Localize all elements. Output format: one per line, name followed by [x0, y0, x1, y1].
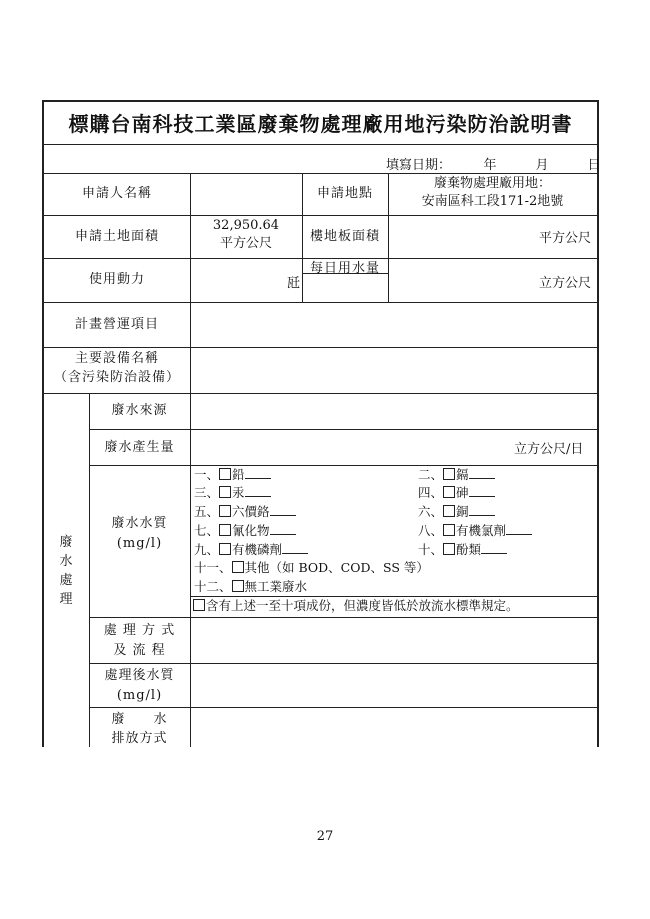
- ww-item-9: [194, 542, 308, 558]
- divider: [190, 173, 191, 393]
- ww-quality-unit: (mg/l): [116, 536, 163, 551]
- divider: [89, 465, 597, 466]
- blank-line: [270, 515, 296, 516]
- item-number: 九、: [194, 542, 220, 557]
- form-title: 標購台南科技工業區廢棄物處理廠用地污染防治說明書: [68, 112, 573, 136]
- ww-item-5: [194, 504, 296, 520]
- applicant-name-label: 申請人名稱: [81, 186, 152, 201]
- ww-volume-label: 廢水產生量: [104, 440, 175, 455]
- item-text: 六價鉻: [232, 504, 270, 519]
- floor-area-unit: 平方公尺: [539, 231, 592, 246]
- equipment-label-line1: 主要設備名稱: [74, 351, 159, 366]
- item-text: 其他（如 BOD、COD、SS 等）: [244, 560, 429, 575]
- treated-quality-label-line2: (mg/l): [116, 688, 163, 703]
- item-text: 鉛: [232, 467, 245, 482]
- ww-volume-unit: 立方公尺/日: [514, 442, 584, 457]
- checkbox[interactable]: [219, 486, 231, 498]
- checkbox[interactable]: [232, 580, 244, 592]
- item-number: 十一、: [194, 560, 232, 575]
- plan-items-label: 計畫營運項目: [74, 317, 159, 332]
- water-use-unit: 立方公尺: [539, 276, 592, 291]
- blank-line: [469, 478, 495, 479]
- item-number: 一、: [194, 467, 220, 482]
- date-line: 填寫日期： 年 月 日: [386, 158, 601, 173]
- checkbox[interactable]: [219, 524, 231, 536]
- checkbox[interactable]: [443, 543, 455, 555]
- blank-line: [282, 553, 308, 554]
- divider: [89, 617, 597, 618]
- blank-line: [245, 478, 271, 479]
- blank-line: [270, 534, 296, 535]
- ww-item-1: [194, 467, 271, 483]
- treated-quality-label-line1: 處理後水質: [104, 668, 175, 683]
- land-area-value: 32,950.64: [212, 218, 280, 233]
- blank-line: [481, 553, 507, 554]
- item-text: 砷: [456, 485, 469, 500]
- discharge-label-line2: 排放方式: [111, 731, 168, 746]
- ww-item-8: [418, 523, 532, 539]
- power-unit: 瓩: [287, 276, 301, 291]
- page-number: 27: [316, 829, 334, 844]
- item-number: 七、: [194, 523, 220, 538]
- item-text: 有機磷劑: [232, 542, 283, 557]
- ww-item-2: [418, 467, 495, 483]
- item-number: 八、: [418, 523, 444, 538]
- divider: [302, 273, 388, 274]
- checkbox[interactable]: [219, 543, 231, 555]
- item-number: 二、: [418, 467, 444, 482]
- ww-item-4: [418, 485, 495, 501]
- divider: [89, 393, 90, 747]
- checkbox[interactable]: [443, 524, 455, 536]
- item-number: 六、: [418, 504, 444, 519]
- checkbox[interactable]: [193, 599, 205, 611]
- divider: [190, 393, 191, 747]
- power-label: 使用動力: [88, 272, 145, 287]
- blank-line: [506, 534, 532, 535]
- ww-note: [193, 598, 519, 614]
- divider: [190, 596, 597, 597]
- blank-line: [245, 496, 271, 497]
- checkbox[interactable]: [219, 468, 231, 480]
- application-form: [42, 100, 599, 747]
- equipment-label-line2: （含污染防治設備）: [53, 370, 180, 385]
- divider: [44, 347, 597, 348]
- divider: [89, 663, 597, 664]
- divider: [44, 144, 597, 145]
- wastewater-section-label: [58, 533, 74, 609]
- checkbox[interactable]: [443, 468, 455, 480]
- item-text: 鎘: [456, 467, 469, 482]
- item-text: 有機氯劑: [456, 523, 507, 538]
- ww-item-7: [194, 523, 296, 539]
- item-text: 無工業廢水: [244, 579, 308, 594]
- treatment-label-line1: 處 理 方 式: [103, 623, 176, 638]
- item-number: 四、: [418, 485, 444, 500]
- ww-item-3: [194, 485, 271, 501]
- location-value-line2: 安南區科工段171-2地號: [421, 194, 564, 209]
- blank-line: [469, 515, 495, 516]
- divider: [89, 707, 597, 708]
- discharge-label-line1: 廢 水: [111, 712, 168, 727]
- note-text: 含有上述一至十項成份，但濃度皆低於放流水標準規定。: [206, 598, 519, 613]
- treatment-label-line2: 及 流 程: [113, 643, 166, 658]
- ww-item-11: [194, 560, 429, 576]
- blank-line: [469, 496, 495, 497]
- item-text: 汞: [232, 485, 245, 500]
- water-use-label: 每日用水量: [309, 261, 380, 276]
- checkbox[interactable]: [219, 505, 231, 517]
- item-text: 氰化物: [232, 523, 270, 538]
- land-area-label: 申請土地面積: [74, 229, 159, 244]
- location-value-line1: 廢棄物處理廠用地：: [433, 176, 551, 191]
- checkbox[interactable]: [443, 486, 455, 498]
- divider: [388, 173, 389, 302]
- ww-item-6: [418, 504, 495, 520]
- land-area-unit: 平方公尺: [219, 236, 272, 251]
- item-number: 十、: [418, 542, 444, 557]
- ww-quality-label: 廢水水質: [111, 516, 168, 531]
- item-text: 酚類: [456, 542, 482, 557]
- divider: [302, 173, 303, 302]
- item-number: 五、: [194, 504, 220, 519]
- ww-source-label: 廢水來源: [111, 403, 168, 418]
- checkbox[interactable]: [443, 505, 455, 517]
- floor-area-label: 樓地板面積: [309, 229, 380, 244]
- ww-item-12: [194, 579, 307, 595]
- ww-item-10: [418, 542, 507, 558]
- checkbox[interactable]: [232, 561, 244, 573]
- location-label: 申請地點: [316, 186, 373, 201]
- applicant-name-value[interactable]: [190, 173, 302, 215]
- item-number: 十二、: [194, 579, 232, 594]
- item-text: 銅: [456, 504, 469, 519]
- wastewater-section-text: 廢水處理: [59, 535, 73, 607]
- item-number: 三、: [194, 485, 220, 500]
